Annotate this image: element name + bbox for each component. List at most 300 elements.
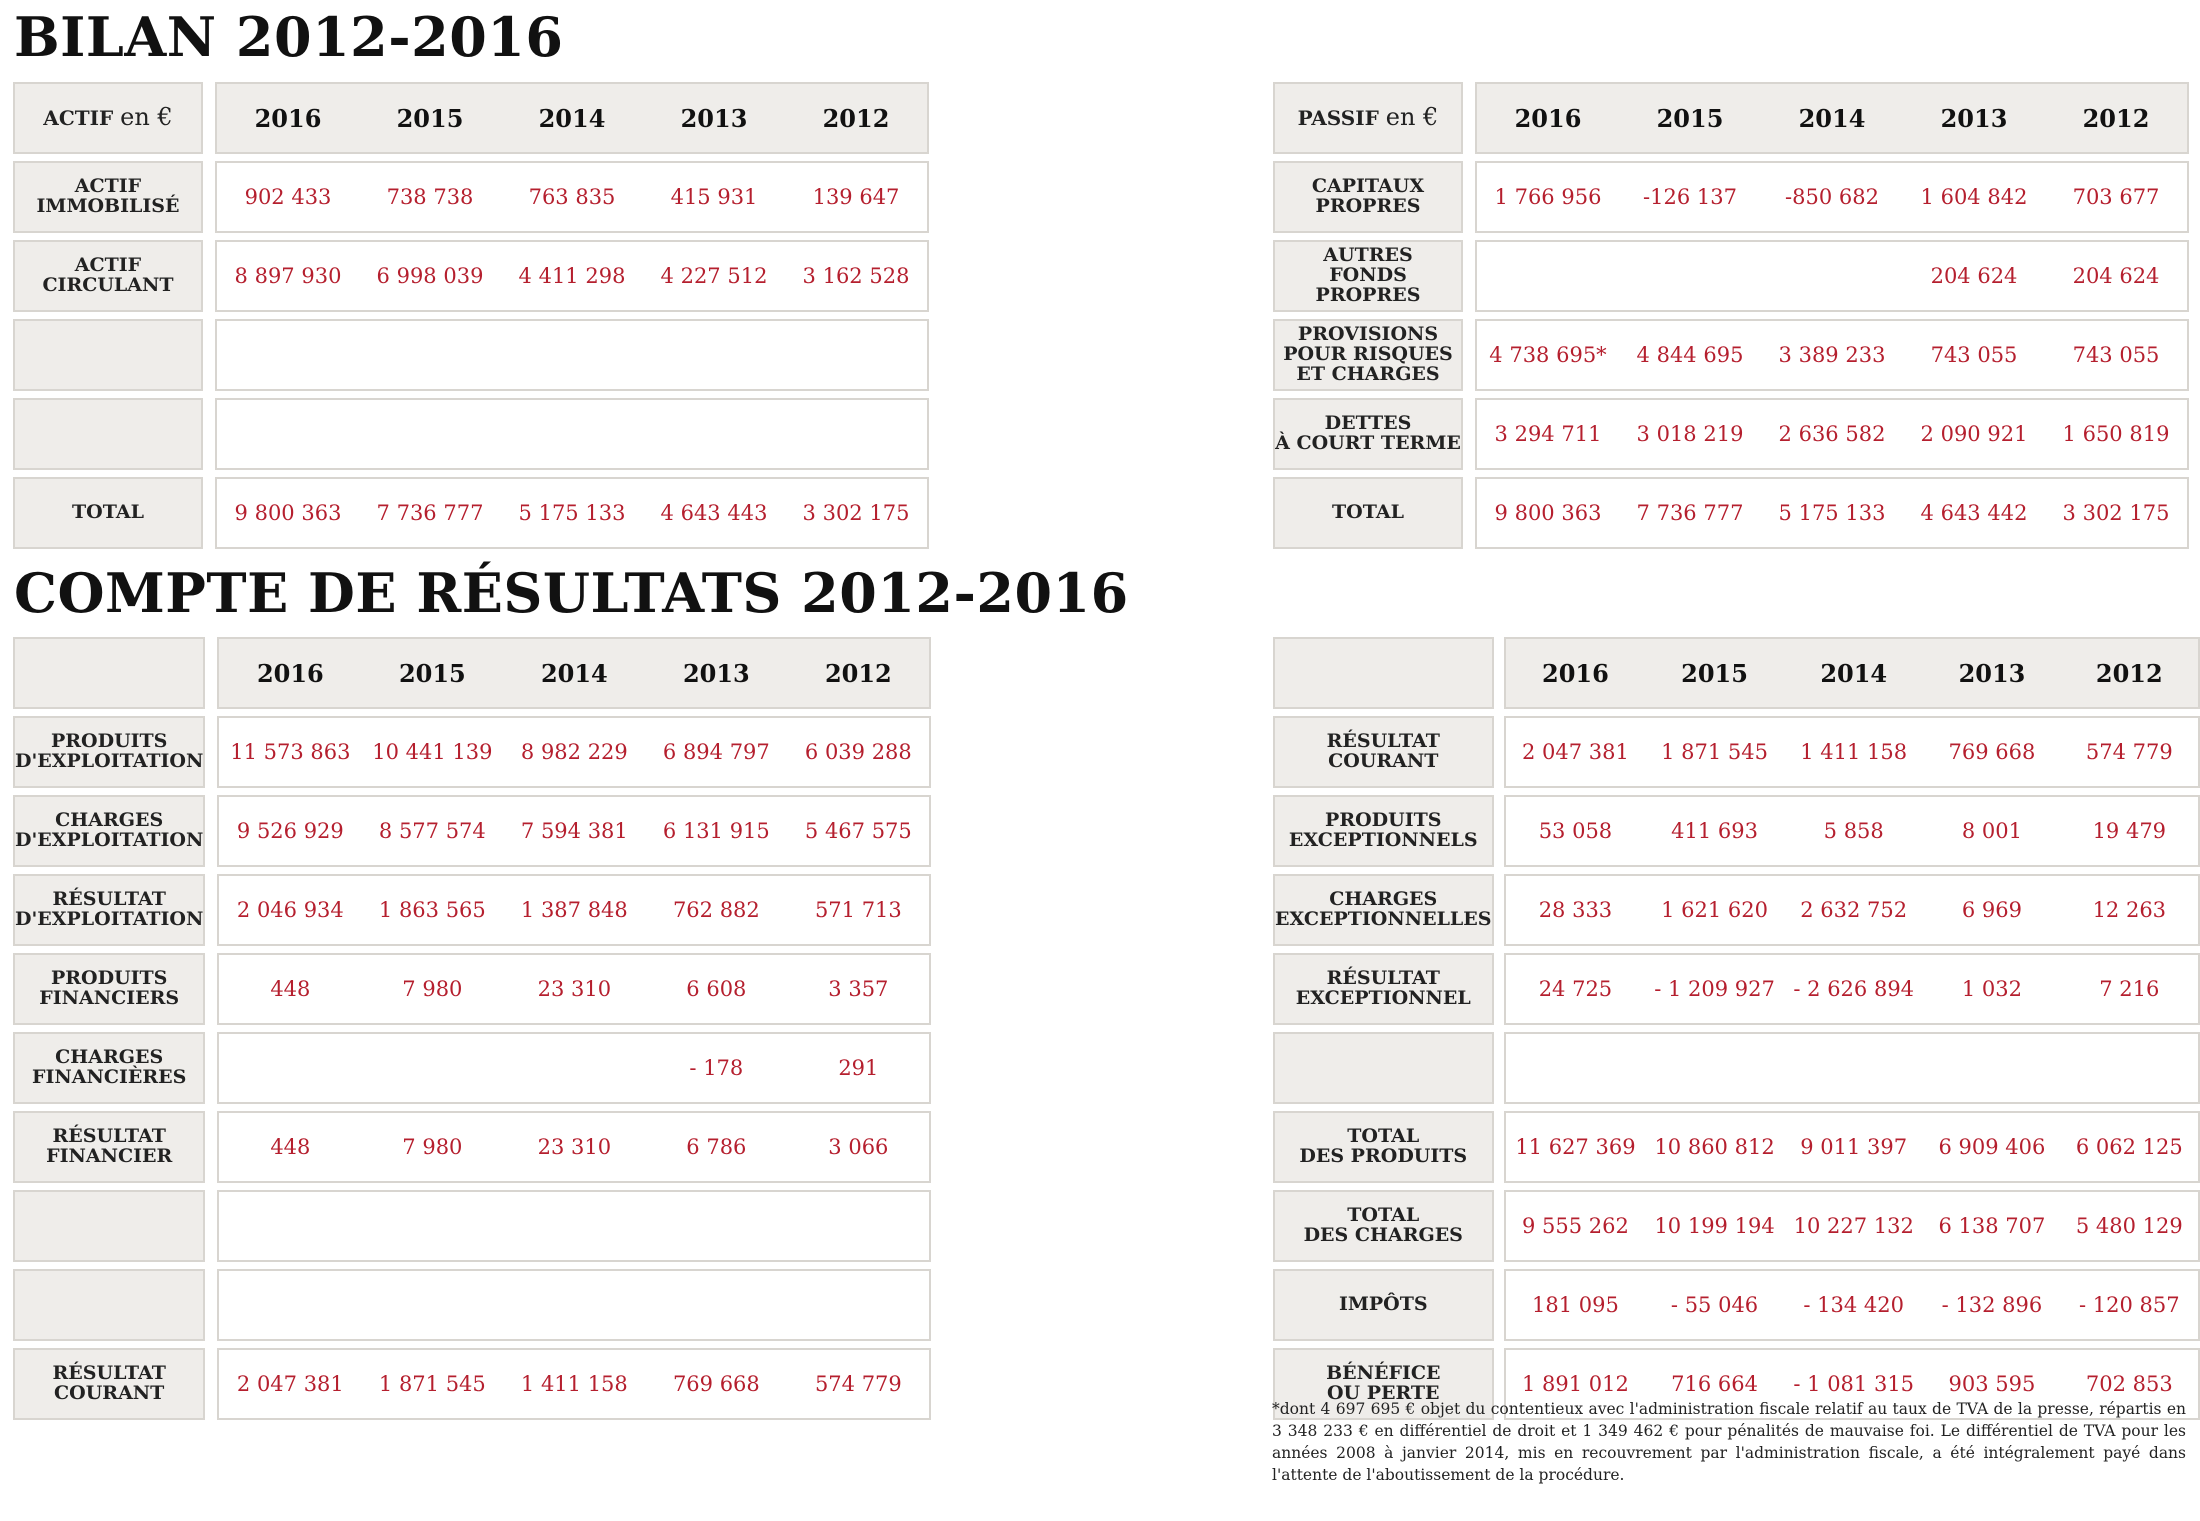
separator-cell bbox=[13, 946, 205, 953]
separator-cell bbox=[205, 709, 217, 716]
separator-cell bbox=[215, 233, 359, 240]
row-label: PROVISIONS POUR RISQUES ET CHARGES bbox=[1273, 319, 1463, 391]
year-header: 2015 bbox=[1619, 82, 1761, 154]
separator-cell bbox=[787, 1025, 931, 1032]
separator-cell bbox=[1494, 1183, 1504, 1190]
value-cell: 448 bbox=[217, 1111, 361, 1183]
row-separator bbox=[1273, 1262, 2200, 1269]
table-row bbox=[1273, 398, 2189, 470]
table-row bbox=[1273, 1111, 2200, 1183]
value-cell bbox=[787, 1269, 931, 1341]
value-cell: 4 227 512 bbox=[643, 240, 785, 312]
value-cell: 571 713 bbox=[787, 874, 931, 946]
value-cell: 1 650 819 bbox=[2045, 398, 2189, 470]
separator-cell bbox=[787, 1341, 931, 1348]
table-row bbox=[13, 1190, 931, 1262]
separator-cell bbox=[1903, 391, 2045, 398]
separator-cell bbox=[359, 233, 501, 240]
value-cell: 1 411 158 bbox=[1784, 716, 1923, 788]
separator-cell bbox=[1504, 709, 1645, 716]
value-cell: 763 835 bbox=[501, 161, 643, 233]
separator-cell bbox=[1923, 867, 2060, 874]
separator-cell bbox=[785, 312, 929, 319]
column-gap bbox=[205, 1348, 217, 1420]
value-cell bbox=[361, 1032, 503, 1104]
header-label-cell bbox=[13, 637, 205, 709]
separator-cell bbox=[2045, 154, 2189, 161]
year-header: 2013 bbox=[645, 637, 787, 709]
separator-cell bbox=[203, 154, 215, 161]
separator-cell bbox=[1273, 788, 1494, 795]
value-cell bbox=[501, 319, 643, 391]
value-cell: 19 479 bbox=[2061, 795, 2200, 867]
column-gap bbox=[205, 1269, 217, 1341]
column-gap bbox=[205, 1190, 217, 1262]
row-separator bbox=[1273, 788, 2200, 795]
separator-cell bbox=[787, 1262, 931, 1269]
table-row bbox=[13, 1032, 931, 1104]
year-header: 2014 bbox=[1761, 82, 1903, 154]
row-label: RÉSULTAT COURANT bbox=[13, 1348, 205, 1420]
value-cell: 5 175 133 bbox=[501, 477, 643, 549]
header-label-cell bbox=[1273, 82, 1463, 154]
row-label bbox=[13, 319, 203, 391]
separator-cell bbox=[1504, 1341, 1645, 1348]
row-separator bbox=[1273, 470, 2189, 477]
separator-cell bbox=[503, 1183, 645, 1190]
value-cell: 10 860 812 bbox=[1645, 1111, 1784, 1183]
separator-cell bbox=[203, 391, 215, 398]
value-cell: - 132 896 bbox=[1923, 1269, 2060, 1341]
value-cell: 181 095 bbox=[1504, 1269, 1645, 1341]
row-separator bbox=[13, 946, 931, 953]
value-cell: 23 310 bbox=[503, 953, 645, 1025]
separator-cell bbox=[361, 1025, 503, 1032]
table-row bbox=[13, 716, 931, 788]
separator-cell bbox=[1645, 946, 1784, 953]
column-gap bbox=[1494, 1032, 1504, 1104]
year-header: 2012 bbox=[787, 637, 931, 709]
column-gap bbox=[203, 477, 215, 549]
value-cell bbox=[217, 1190, 361, 1262]
column-gap bbox=[1494, 716, 1504, 788]
value-cell: 1 621 620 bbox=[1645, 874, 1784, 946]
column-gap bbox=[205, 1032, 217, 1104]
separator-cell bbox=[2045, 312, 2189, 319]
separator-cell bbox=[217, 1104, 361, 1111]
value-cell bbox=[1923, 1032, 2060, 1104]
separator-cell bbox=[1784, 1025, 1923, 1032]
separator-cell bbox=[503, 1341, 645, 1348]
separator-cell bbox=[501, 154, 643, 161]
separator-cell bbox=[215, 391, 359, 398]
separator-cell bbox=[1504, 1025, 1645, 1032]
separator-cell bbox=[1504, 1104, 1645, 1111]
separator-cell bbox=[1903, 470, 2045, 477]
value-cell: 3 294 711 bbox=[1475, 398, 1619, 470]
separator-cell bbox=[1784, 709, 1923, 716]
separator-cell bbox=[1619, 233, 1761, 240]
separator-cell bbox=[215, 470, 359, 477]
value-cell bbox=[359, 398, 501, 470]
value-cell: 53 058 bbox=[1504, 795, 1645, 867]
table-row bbox=[1273, 161, 2189, 233]
separator-cell bbox=[1645, 1183, 1784, 1190]
separator-cell bbox=[13, 1262, 205, 1269]
table-row bbox=[1273, 795, 2200, 867]
column-gap bbox=[203, 240, 215, 312]
value-cell: 7 216 bbox=[2061, 953, 2200, 1025]
column-gap bbox=[1463, 319, 1475, 391]
separator-cell bbox=[503, 1104, 645, 1111]
separator-cell bbox=[1903, 233, 2045, 240]
column-gap bbox=[205, 716, 217, 788]
separator-cell bbox=[503, 1262, 645, 1269]
value-cell: 1 891 012 bbox=[1504, 1348, 1645, 1420]
separator-cell bbox=[361, 1104, 503, 1111]
separator-cell bbox=[1504, 1183, 1645, 1190]
row-label: DETTES À COURT TERME bbox=[1273, 398, 1463, 470]
value-cell bbox=[501, 398, 643, 470]
table-row bbox=[13, 398, 929, 470]
value-cell bbox=[503, 1190, 645, 1262]
separator-cell bbox=[1784, 1341, 1923, 1348]
header-row bbox=[13, 82, 929, 154]
value-cell: 8 897 930 bbox=[215, 240, 359, 312]
separator-cell bbox=[645, 1025, 787, 1032]
separator-cell bbox=[1463, 391, 1475, 398]
separator-cell bbox=[503, 867, 645, 874]
bilan-title: BILAN 2012-2016 bbox=[14, 5, 564, 69]
column-gap bbox=[203, 82, 215, 154]
value-cell: 4 844 695 bbox=[1619, 319, 1761, 391]
table-row bbox=[13, 240, 929, 312]
value-cell bbox=[785, 398, 929, 470]
separator-cell bbox=[1475, 391, 1619, 398]
value-cell bbox=[503, 1032, 645, 1104]
value-cell: 204 624 bbox=[1903, 240, 2045, 312]
column-gap bbox=[1494, 874, 1504, 946]
value-cell: 3 302 175 bbox=[785, 477, 929, 549]
value-cell: 11 573 863 bbox=[217, 716, 361, 788]
value-cell bbox=[1619, 240, 1761, 312]
separator-cell bbox=[787, 867, 931, 874]
passif-table bbox=[1273, 82, 2189, 549]
value-cell: 291 bbox=[787, 1032, 931, 1104]
header-label: ACTIF bbox=[43, 106, 114, 131]
table-row bbox=[1273, 1032, 2200, 1104]
header-label-cell bbox=[1273, 637, 1494, 709]
value-cell: 743 055 bbox=[2045, 319, 2189, 391]
separator-cell bbox=[1619, 470, 1761, 477]
separator-cell bbox=[13, 1341, 205, 1348]
separator-cell bbox=[1475, 312, 1619, 319]
value-cell: 703 677 bbox=[2045, 161, 2189, 233]
separator-cell bbox=[787, 946, 931, 953]
row-separator bbox=[13, 1262, 931, 1269]
separator-cell bbox=[1761, 312, 1903, 319]
separator-cell bbox=[1273, 867, 1494, 874]
value-cell: 7 736 777 bbox=[1619, 477, 1761, 549]
value-cell bbox=[215, 319, 359, 391]
value-cell: -850 682 bbox=[1761, 161, 1903, 233]
value-cell: 23 310 bbox=[503, 1111, 645, 1183]
compte-title: COMPTE DE RÉSULTATS 2012-2016 bbox=[14, 561, 1129, 625]
column-gap bbox=[1463, 477, 1475, 549]
separator-cell bbox=[1494, 1262, 1504, 1269]
separator-cell bbox=[1504, 867, 1645, 874]
row-separator bbox=[1273, 1025, 2200, 1032]
value-cell bbox=[361, 1190, 503, 1262]
separator-cell bbox=[1463, 312, 1475, 319]
value-cell: - 134 420 bbox=[1784, 1269, 1923, 1341]
row-label: CHARGES D'EXPLOITATION bbox=[13, 795, 205, 867]
value-cell: 2 632 752 bbox=[1784, 874, 1923, 946]
separator-cell bbox=[1463, 154, 1475, 161]
separator-cell bbox=[1784, 1262, 1923, 1269]
value-cell bbox=[643, 319, 785, 391]
separator-cell bbox=[361, 1183, 503, 1190]
separator-cell bbox=[1273, 1341, 1494, 1348]
separator-cell bbox=[2061, 1262, 2200, 1269]
separator-cell bbox=[13, 391, 203, 398]
value-cell bbox=[1504, 1032, 1645, 1104]
value-cell: 10 227 132 bbox=[1784, 1190, 1923, 1262]
row-separator bbox=[1273, 709, 2200, 716]
row-separator bbox=[1273, 233, 2189, 240]
separator-cell bbox=[1273, 1183, 1494, 1190]
separator-cell bbox=[1645, 1104, 1784, 1111]
separator-cell bbox=[645, 1104, 787, 1111]
separator-cell bbox=[503, 709, 645, 716]
value-cell: - 2 626 894 bbox=[1784, 953, 1923, 1025]
separator-cell bbox=[1784, 867, 1923, 874]
separator-cell bbox=[1475, 154, 1619, 161]
value-cell: 3 389 233 bbox=[1761, 319, 1903, 391]
value-cell: 902 433 bbox=[215, 161, 359, 233]
value-cell: - 55 046 bbox=[1645, 1269, 1784, 1341]
separator-cell bbox=[645, 946, 787, 953]
separator-cell bbox=[1761, 233, 1903, 240]
year-header: 2016 bbox=[1475, 82, 1619, 154]
value-cell bbox=[217, 1032, 361, 1104]
row-separator bbox=[1273, 1341, 2200, 1348]
separator-cell bbox=[1923, 1341, 2060, 1348]
separator-cell bbox=[503, 946, 645, 953]
value-cell: 2 636 582 bbox=[1761, 398, 1903, 470]
row-separator bbox=[13, 1341, 931, 1348]
row-separator bbox=[1273, 1104, 2200, 1111]
separator-cell bbox=[1463, 233, 1475, 240]
separator-cell bbox=[1273, 233, 1463, 240]
year-header: 2013 bbox=[643, 82, 785, 154]
row-separator bbox=[1273, 867, 2200, 874]
separator-cell bbox=[203, 470, 215, 477]
separator-cell bbox=[1504, 788, 1645, 795]
value-cell bbox=[2061, 1032, 2200, 1104]
table-row bbox=[1273, 716, 2200, 788]
separator-cell bbox=[787, 1183, 931, 1190]
row-separator bbox=[1273, 391, 2189, 398]
column-gap bbox=[1494, 637, 1504, 709]
separator-cell bbox=[1619, 154, 1761, 161]
row-separator bbox=[13, 788, 931, 795]
value-cell: 3 357 bbox=[787, 953, 931, 1025]
value-cell: 9 011 397 bbox=[1784, 1111, 1923, 1183]
separator-cell bbox=[359, 154, 501, 161]
value-cell: - 120 857 bbox=[2061, 1269, 2200, 1341]
separator-cell bbox=[1273, 1104, 1494, 1111]
separator-cell bbox=[361, 1341, 503, 1348]
value-cell: 5 480 129 bbox=[2061, 1190, 2200, 1262]
row-label bbox=[1273, 1032, 1494, 1104]
value-cell: 139 647 bbox=[785, 161, 929, 233]
row-label bbox=[13, 398, 203, 470]
separator-cell bbox=[205, 788, 217, 795]
value-cell: 2 047 381 bbox=[217, 1348, 361, 1420]
value-cell: 4 738 695* bbox=[1475, 319, 1619, 391]
separator-cell bbox=[643, 233, 785, 240]
column-gap bbox=[1463, 161, 1475, 233]
year-header: 2013 bbox=[1903, 82, 2045, 154]
value-cell: 6 138 707 bbox=[1923, 1190, 2060, 1262]
value-cell: 411 693 bbox=[1645, 795, 1784, 867]
separator-cell bbox=[13, 312, 203, 319]
separator-cell bbox=[205, 1341, 217, 1348]
separator-cell bbox=[217, 946, 361, 953]
separator-cell bbox=[217, 1183, 361, 1190]
value-cell: 9 526 929 bbox=[217, 795, 361, 867]
table-row bbox=[1273, 1190, 2200, 1262]
separator-cell bbox=[215, 312, 359, 319]
row-label: TOTAL bbox=[13, 477, 203, 549]
separator-cell bbox=[645, 788, 787, 795]
separator-cell bbox=[1923, 1262, 2060, 1269]
separator-cell bbox=[501, 233, 643, 240]
value-cell: 3 018 219 bbox=[1619, 398, 1761, 470]
row-label: ACTIF IMMOBILISÉ bbox=[13, 161, 203, 233]
row-label: RÉSULTAT EXCEPTIONNEL bbox=[1273, 953, 1494, 1025]
separator-cell bbox=[787, 1104, 931, 1111]
value-cell: 6 608 bbox=[645, 953, 787, 1025]
value-cell: 1 387 848 bbox=[503, 874, 645, 946]
separator-cell bbox=[1645, 788, 1784, 795]
separator-cell bbox=[1463, 470, 1475, 477]
separator-cell bbox=[787, 709, 931, 716]
separator-cell bbox=[501, 470, 643, 477]
value-cell: 2 046 934 bbox=[217, 874, 361, 946]
row-separator bbox=[13, 470, 929, 477]
separator-cell bbox=[217, 788, 361, 795]
value-cell: 8 982 229 bbox=[503, 716, 645, 788]
separator-cell bbox=[2061, 867, 2200, 874]
separator-cell bbox=[1784, 1183, 1923, 1190]
column-gap bbox=[205, 637, 217, 709]
separator-cell bbox=[1784, 1104, 1923, 1111]
actif-table bbox=[13, 82, 929, 549]
value-cell: 6 786 bbox=[645, 1111, 787, 1183]
value-cell: 28 333 bbox=[1504, 874, 1645, 946]
column-gap bbox=[203, 398, 215, 470]
value-cell: 4 643 443 bbox=[643, 477, 785, 549]
separator-cell bbox=[1923, 1025, 2060, 1032]
separator-cell bbox=[1494, 1025, 1504, 1032]
value-cell: 11 627 369 bbox=[1504, 1111, 1645, 1183]
separator-cell bbox=[2061, 1104, 2200, 1111]
value-cell: 7 594 381 bbox=[503, 795, 645, 867]
separator-cell bbox=[217, 1262, 361, 1269]
column-gap bbox=[1494, 953, 1504, 1025]
table-row bbox=[13, 874, 931, 946]
value-cell: 10 199 194 bbox=[1645, 1190, 1784, 1262]
table-row bbox=[13, 1269, 931, 1341]
value-cell: 5 175 133 bbox=[1761, 477, 1903, 549]
year-header: 2012 bbox=[2061, 637, 2200, 709]
value-cell bbox=[1475, 240, 1619, 312]
value-cell bbox=[503, 1269, 645, 1341]
row-label: RÉSULTAT D'EXPLOITATION bbox=[13, 874, 205, 946]
value-cell: 903 595 bbox=[1923, 1348, 2060, 1420]
separator-cell bbox=[1923, 709, 2060, 716]
separator-cell bbox=[359, 391, 501, 398]
value-cell: 1 871 545 bbox=[1645, 716, 1784, 788]
separator-cell bbox=[785, 470, 929, 477]
header-unit: en € bbox=[1385, 103, 1439, 132]
year-header: 2016 bbox=[1504, 637, 1645, 709]
value-cell: 5 858 bbox=[1784, 795, 1923, 867]
separator-cell bbox=[643, 312, 785, 319]
year-header: 2015 bbox=[361, 637, 503, 709]
separator-cell bbox=[1504, 946, 1645, 953]
value-cell: 9 800 363 bbox=[1475, 477, 1619, 549]
value-cell bbox=[217, 1269, 361, 1341]
separator-cell bbox=[643, 154, 785, 161]
separator-cell bbox=[359, 312, 501, 319]
row-label: CAPITAUX PROPRES bbox=[1273, 161, 1463, 233]
value-cell: 5 467 575 bbox=[787, 795, 931, 867]
value-cell bbox=[645, 1269, 787, 1341]
separator-cell bbox=[13, 1104, 205, 1111]
column-gap bbox=[1494, 1269, 1504, 1341]
row-separator bbox=[13, 1104, 931, 1111]
separator-cell bbox=[1273, 312, 1463, 319]
separator-cell bbox=[13, 1025, 205, 1032]
column-gap bbox=[205, 1111, 217, 1183]
value-cell: 2 090 921 bbox=[1903, 398, 2045, 470]
separator-cell bbox=[1903, 154, 2045, 161]
column-gap bbox=[205, 953, 217, 1025]
separator-cell bbox=[645, 867, 787, 874]
value-cell: 7 980 bbox=[361, 953, 503, 1025]
separator-cell bbox=[1619, 312, 1761, 319]
separator-cell bbox=[787, 788, 931, 795]
separator-cell bbox=[785, 391, 929, 398]
column-gap bbox=[1494, 1111, 1504, 1183]
value-cell: 6 909 406 bbox=[1923, 1111, 2060, 1183]
value-cell: - 178 bbox=[645, 1032, 787, 1104]
value-cell: 1 863 565 bbox=[361, 874, 503, 946]
separator-cell bbox=[361, 1262, 503, 1269]
value-cell: 1 766 956 bbox=[1475, 161, 1619, 233]
value-cell: 3 302 175 bbox=[2045, 477, 2189, 549]
separator-cell bbox=[1645, 1341, 1784, 1348]
separator-cell bbox=[1923, 1183, 2060, 1190]
value-cell: 448 bbox=[217, 953, 361, 1025]
table-row bbox=[13, 477, 929, 549]
separator-cell bbox=[503, 1025, 645, 1032]
value-cell: 6 969 bbox=[1923, 874, 2060, 946]
row-label: ACTIF CIRCULANT bbox=[13, 240, 203, 312]
